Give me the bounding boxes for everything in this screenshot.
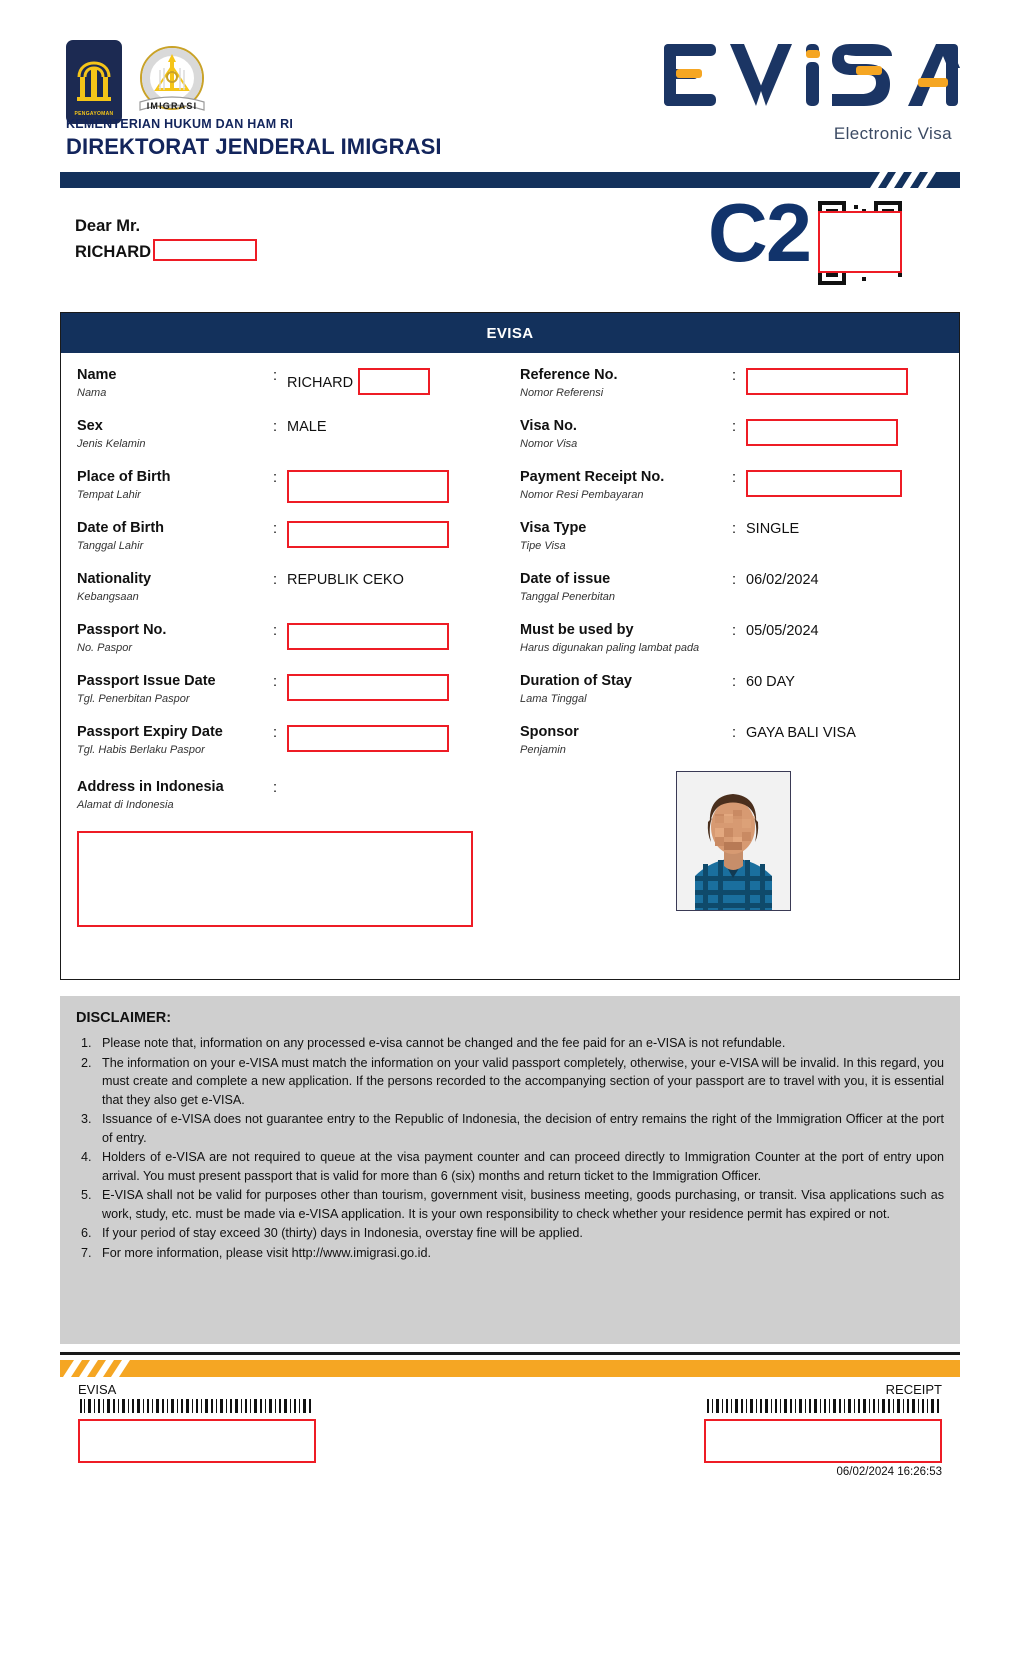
disclaimer-item-number: 4. bbox=[81, 1150, 92, 1164]
field-colon: : bbox=[732, 623, 737, 639]
field-value-wrap bbox=[287, 622, 449, 673]
footer-divider bbox=[60, 1352, 960, 1355]
field-row bbox=[61, 622, 959, 673]
field-label-id: Tanggal Lahir bbox=[77, 539, 144, 552]
imigrasi-logo-icon bbox=[130, 40, 214, 124]
disclaimer-item-text: Holders of e-VISA are not required to queue at the visa payment counter and can proceed directly to Immigration Counter at the port of entry upon arrival. You must present passport that is valid for more than 6 (six) months and return ticket to the Immigration Officer. bbox=[102, 1150, 944, 1183]
field-label-en: Passport Expiry Date bbox=[77, 724, 223, 740]
footer-orange-bar bbox=[60, 1360, 960, 1377]
field-label-id: Tanggal Penerbitan bbox=[520, 590, 616, 603]
field-value-wrap bbox=[287, 367, 430, 418]
field-redaction-box bbox=[287, 623, 449, 650]
field-duration-of-stay bbox=[510, 673, 959, 724]
disclaimer-item-text: Please note that, information on any processed e-visa cannot be changed and the fee paid for an e-VISA is not refundable. bbox=[102, 1036, 786, 1050]
field-label-en: Payment Receipt No. bbox=[520, 469, 665, 485]
field-date-of-birth bbox=[61, 520, 510, 571]
field-label-id: No. Paspor bbox=[77, 641, 133, 654]
disclaimer-item-number: 2. bbox=[81, 1055, 92, 1070]
field-colon: : bbox=[273, 470, 278, 486]
kemenkumham-logo-text: PENGAYOMAN bbox=[74, 111, 114, 117]
field-colon: : bbox=[732, 725, 737, 741]
svg-text:IMIGRASI: IMIGRASI bbox=[146, 101, 198, 111]
field-colon: : bbox=[273, 623, 278, 639]
field-redaction-box bbox=[746, 419, 898, 446]
field-redaction-box bbox=[746, 470, 902, 497]
disclaimer-item-number: 1. bbox=[81, 1036, 92, 1050]
field-label-id: Tgl. Penerbitan Paspor bbox=[77, 692, 190, 705]
field-label-en: Place of Birth bbox=[77, 469, 171, 485]
field-label-en: Visa Type bbox=[520, 520, 587, 536]
field-label-id: Jenis Kelamin bbox=[77, 437, 146, 450]
field-redaction-box bbox=[746, 368, 908, 395]
field-reference-no bbox=[510, 367, 959, 418]
field-sponsor bbox=[510, 724, 959, 775]
field-colon: : bbox=[273, 780, 278, 796]
field-visa-no bbox=[510, 418, 959, 469]
field-redaction-box bbox=[287, 725, 449, 752]
barcode-left-label: EVISA bbox=[78, 1382, 117, 1397]
field-value: RICHARD bbox=[287, 375, 354, 391]
evisa-subtitle: Electronic Visa bbox=[833, 124, 952, 143]
field-colon: : bbox=[732, 470, 737, 486]
field-redaction-box bbox=[287, 674, 449, 701]
field-value: 05/05/2024 bbox=[746, 623, 819, 639]
ministry-name-small: KEMENTERIAN HUKUM DAN HAM RI bbox=[66, 117, 294, 131]
salutation-redaction-box bbox=[153, 239, 257, 261]
field-label-en: Reference No. bbox=[520, 367, 618, 383]
greeting-row bbox=[0, 185, 1020, 305]
barcode-left bbox=[78, 1399, 316, 1478]
field-label-id: Lama Tinggal bbox=[520, 692, 587, 705]
field-row bbox=[61, 367, 959, 418]
field-label-en: Passport Issue Date bbox=[77, 673, 216, 689]
salutation-line1: Dear Mr. bbox=[75, 217, 141, 235]
field-sex bbox=[61, 418, 510, 469]
field-label-id: Tempat Lahir bbox=[77, 488, 141, 501]
field-value: GAYA BALI VISA bbox=[746, 725, 856, 741]
field-passport-issue-date bbox=[61, 673, 510, 724]
field-colon: : bbox=[273, 725, 278, 741]
address-redaction-box bbox=[77, 831, 473, 927]
barcode-labels bbox=[60, 1382, 960, 1397]
disclaimer-item-text: For more information, please visit http://www.imigrasi.go.id. bbox=[102, 1245, 431, 1260]
field-passport-expiry-date bbox=[61, 724, 510, 775]
field-value: 60 DAY bbox=[746, 674, 795, 690]
field-row bbox=[61, 469, 959, 520]
field-label-en: Name bbox=[77, 367, 117, 383]
field-row bbox=[61, 724, 959, 775]
field-colon: : bbox=[732, 572, 737, 588]
disclaimer-list bbox=[76, 1034, 944, 1262]
disclaimer-item bbox=[76, 1054, 944, 1110]
disclaimer-item bbox=[76, 1224, 944, 1243]
directorate-name: DIREKTORAT JENDERAL IMIGRASI bbox=[66, 133, 442, 159]
field-label-en: Date of issue bbox=[520, 571, 611, 587]
field-label-id: Harus digunakan paling lambat pada bbox=[520, 641, 700, 654]
field-label-en: Visa No. bbox=[520, 418, 577, 434]
field-row bbox=[61, 571, 959, 622]
field-value-wrap bbox=[287, 469, 449, 520]
field-label-id: Alamat di Indonesia bbox=[77, 798, 174, 811]
field-address-in-indonesia bbox=[77, 779, 287, 812]
disclaimer-section bbox=[60, 996, 960, 1344]
barcode-right bbox=[704, 1399, 942, 1478]
field-label-id: Nomor Referensi bbox=[520, 386, 604, 399]
field-value-wrap bbox=[287, 724, 449, 775]
field-label-en: Sponsor bbox=[520, 724, 579, 740]
disclaimer-item-number: 5. bbox=[81, 1188, 92, 1202]
visa-index-code: C2 bbox=[707, 186, 810, 279]
field-label-en: Address in Indonesia bbox=[77, 779, 224, 795]
disclaimer-item-number: 6. bbox=[81, 1226, 92, 1240]
field-label-id: Tgl. Habis Berlaku Paspor bbox=[77, 743, 205, 756]
disclaimer-item bbox=[76, 1148, 944, 1185]
disclaimer-item-text: If your period of stay exceed 30 (thirty) days in Indonesia, overstay fine will be applied. bbox=[102, 1226, 583, 1240]
field-value: REPUBLIK CEKO bbox=[287, 572, 404, 588]
disclaimer-item bbox=[76, 1186, 944, 1223]
barcode-right-redaction-box bbox=[704, 1419, 942, 1463]
field-payment-receipt-no bbox=[510, 469, 959, 520]
field-colon: : bbox=[732, 419, 737, 435]
field-value-wrap bbox=[287, 673, 449, 724]
field-colon: : bbox=[273, 521, 278, 537]
evisa-brand-logo bbox=[660, 38, 960, 144]
field-row bbox=[61, 673, 959, 724]
footer-timestamp: 06/02/2024 16:26:53 bbox=[836, 1466, 942, 1478]
field-label-id: Nama bbox=[77, 386, 107, 399]
barcode-row bbox=[60, 1397, 960, 1478]
field-value: SINGLE bbox=[746, 521, 800, 537]
field-value: 06/02/2024 bbox=[746, 572, 819, 588]
field-name bbox=[61, 367, 510, 418]
card-title: EVISA bbox=[61, 313, 959, 353]
field-value: MALE bbox=[287, 419, 327, 435]
field-label-id: Nomor Visa bbox=[520, 437, 578, 450]
fields-grid bbox=[61, 353, 959, 949]
evisa-wordmark-icon bbox=[660, 38, 960, 112]
disclaimer-item bbox=[76, 1110, 944, 1147]
header-logos bbox=[66, 40, 214, 124]
field-colon: : bbox=[732, 368, 737, 384]
field-colon: : bbox=[273, 572, 278, 588]
qr-code-redaction-box bbox=[818, 211, 902, 273]
field-redaction-box bbox=[358, 368, 430, 395]
field-colon: : bbox=[732, 674, 737, 690]
field-label-id: Tipe Visa bbox=[520, 539, 566, 552]
field-value-wrap bbox=[746, 469, 902, 520]
field-value-wrap bbox=[287, 520, 449, 571]
field-colon: : bbox=[732, 521, 737, 537]
field-colon: : bbox=[273, 674, 278, 690]
field-must-be-used-by bbox=[510, 622, 959, 673]
field-label-en: Sex bbox=[77, 418, 103, 434]
document-header bbox=[0, 0, 1020, 185]
ministry-titles bbox=[66, 118, 442, 160]
salutation bbox=[75, 215, 257, 265]
field-visa-type bbox=[510, 520, 959, 571]
disclaimer-item bbox=[76, 1244, 944, 1263]
disclaimer-item-number: 3. bbox=[81, 1112, 92, 1126]
field-label-en: Must be used by bbox=[520, 622, 634, 638]
field-label-en: Passport No. bbox=[77, 622, 167, 638]
field-nationality bbox=[61, 571, 510, 622]
barcode-right-label: RECEIPT bbox=[885, 1382, 942, 1397]
address-section bbox=[61, 779, 959, 949]
field-row bbox=[61, 520, 959, 571]
field-label-id: Penjamin bbox=[520, 743, 566, 756]
field-label-en: Nationality bbox=[77, 571, 152, 587]
disclaimer-item-text: Issuance of e-VISA does not guarantee entry to the Republic of Indonesia, the decision of entry remains the right of the Immigration Officer at the port of entry. bbox=[102, 1112, 944, 1145]
field-label-en: Duration of Stay bbox=[520, 673, 632, 689]
field-colon: : bbox=[273, 419, 278, 435]
field-redaction-box bbox=[287, 470, 449, 503]
field-colon: : bbox=[273, 368, 278, 384]
field-value-wrap bbox=[746, 418, 898, 469]
field-row bbox=[61, 418, 959, 469]
disclaimer-item-text: E-VISA shall not be valid for purposes other than tourism, government visit, business meeting, goods purchasing, or transit. Visa applications such as work, study, etc. must be made via e-VISA application. It is your own responsibility to check whether your residence permit has expired or not. bbox=[102, 1188, 944, 1221]
footer-barcodes bbox=[60, 1382, 960, 1478]
field-passport-no bbox=[61, 622, 510, 673]
disclaimer-item-text: The information on your e-VISA must match the information on your valid passport completely, otherwise, your e-VISA will be invalid. In this regard, you must create and complete a new application. If the persons recorded to the accompanying section of your passport are to travel with you, it is essential that they also get e-VISA. bbox=[102, 1055, 944, 1107]
field-label-id: Kebangsaan bbox=[77, 590, 139, 603]
field-redaction-box bbox=[287, 521, 449, 548]
disclaimer-title: DISCLAIMER: bbox=[76, 1010, 172, 1026]
disclaimer-item bbox=[76, 1034, 944, 1053]
field-label-en: Date of Birth bbox=[77, 520, 164, 536]
field-date-of-issue bbox=[510, 571, 959, 622]
kemenkumham-logo-icon bbox=[66, 40, 122, 124]
barcode-left-redaction-box bbox=[78, 1419, 316, 1463]
field-value-wrap bbox=[746, 367, 908, 418]
disclaimer-item-number: 7. bbox=[81, 1245, 92, 1260]
field-place-of-birth bbox=[61, 469, 510, 520]
applicant-photo bbox=[676, 771, 791, 911]
evisa-details-card bbox=[60, 312, 960, 980]
field-label-id: Nomor Resi Pembayaran bbox=[520, 488, 644, 501]
salutation-line2: RICHARD bbox=[75, 242, 152, 261]
